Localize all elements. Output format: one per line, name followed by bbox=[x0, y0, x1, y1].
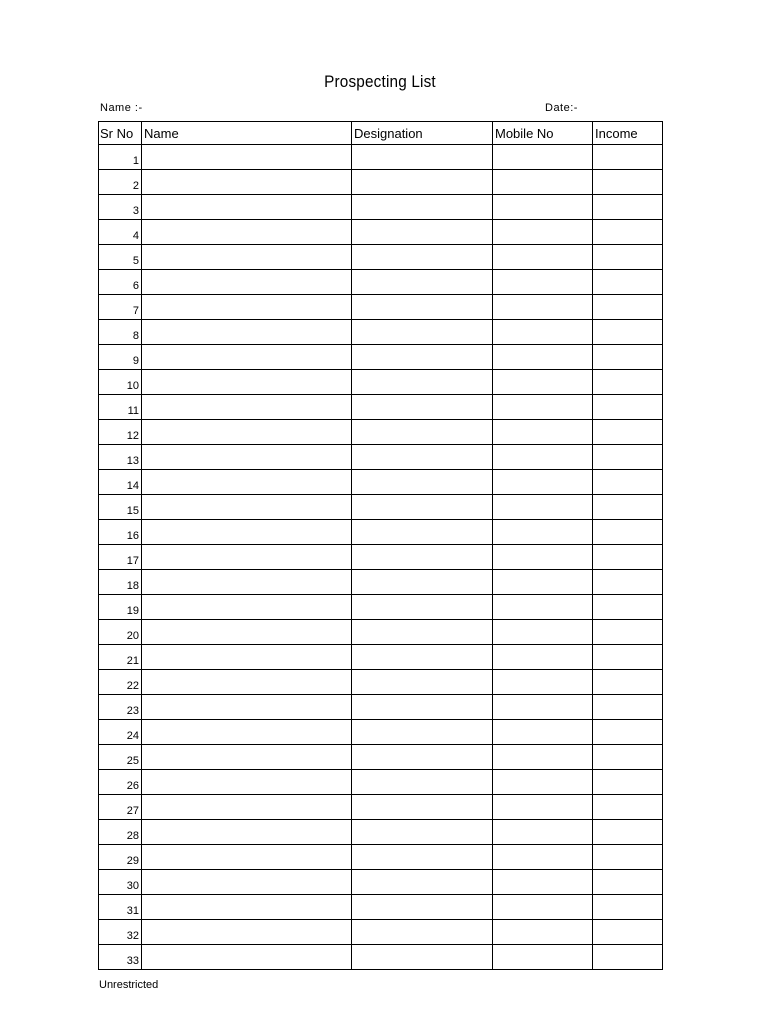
sr-no-cell: 24 bbox=[99, 720, 142, 745]
name-cell bbox=[142, 445, 352, 470]
page-title: Prospecting List bbox=[324, 72, 436, 91]
name-cell bbox=[142, 695, 352, 720]
table-row bbox=[99, 520, 663, 545]
mobile-no-cell bbox=[493, 820, 593, 845]
income-cell bbox=[593, 595, 663, 620]
mobile-no-cell bbox=[493, 370, 593, 395]
table-row bbox=[99, 395, 663, 420]
income-cell bbox=[593, 570, 663, 595]
classification-footer: Unrestricted bbox=[99, 979, 159, 991]
name-cell bbox=[142, 545, 352, 570]
name-cell bbox=[142, 595, 352, 620]
mobile-no-cell bbox=[493, 545, 593, 570]
income-cell bbox=[593, 270, 663, 295]
table-row bbox=[99, 620, 663, 645]
table-row bbox=[99, 320, 663, 345]
sr-no-cell: 20 bbox=[99, 620, 142, 645]
name-cell bbox=[142, 945, 352, 970]
mobile-no-cell bbox=[493, 795, 593, 820]
income-cell bbox=[593, 620, 663, 645]
designation-cell bbox=[352, 320, 493, 345]
designation-cell bbox=[352, 170, 493, 195]
sr-no-cell: 30 bbox=[99, 870, 142, 895]
income-cell bbox=[593, 545, 663, 570]
income-cell bbox=[593, 170, 663, 195]
table-row bbox=[99, 445, 663, 470]
designation-cell bbox=[352, 495, 493, 520]
table-row bbox=[99, 920, 663, 945]
income-cell bbox=[593, 820, 663, 845]
name-cell bbox=[142, 295, 352, 320]
mobile-no-cell bbox=[493, 145, 593, 170]
designation-cell bbox=[352, 295, 493, 320]
name-cell bbox=[142, 495, 352, 520]
sr-no-cell: 8 bbox=[99, 320, 142, 345]
table-row bbox=[99, 845, 663, 870]
income-cell bbox=[593, 745, 663, 770]
name-cell bbox=[142, 170, 352, 195]
name-cell bbox=[142, 720, 352, 745]
table-row bbox=[99, 145, 663, 170]
sr-no-cell: 21 bbox=[99, 645, 142, 670]
name-label: Name :- bbox=[100, 102, 143, 114]
prospecting-table bbox=[98, 121, 663, 970]
name-cell bbox=[142, 570, 352, 595]
table-row bbox=[99, 220, 663, 245]
sr-no-cell: 27 bbox=[99, 795, 142, 820]
income-cell bbox=[593, 920, 663, 945]
date-label: Date:- bbox=[545, 102, 578, 114]
mobile-no-cell bbox=[493, 295, 593, 320]
name-cell bbox=[142, 195, 352, 220]
table-row bbox=[99, 595, 663, 620]
income-cell bbox=[593, 145, 663, 170]
name-cell bbox=[142, 270, 352, 295]
designation-cell bbox=[352, 520, 493, 545]
name-cell bbox=[142, 845, 352, 870]
table-row bbox=[99, 420, 663, 445]
designation-cell bbox=[352, 670, 493, 695]
mobile-no-cell bbox=[493, 745, 593, 770]
sr-no-cell: 26 bbox=[99, 770, 142, 795]
income-cell bbox=[593, 720, 663, 745]
name-cell bbox=[142, 345, 352, 370]
income-cell bbox=[593, 770, 663, 795]
mobile-no-cell bbox=[493, 920, 593, 945]
income-cell bbox=[593, 220, 663, 245]
sr-no-cell: 4 bbox=[99, 220, 142, 245]
income-cell bbox=[593, 795, 663, 820]
mobile-no-cell bbox=[493, 345, 593, 370]
sr-no-cell: 5 bbox=[99, 245, 142, 270]
sr-no-cell: 10 bbox=[99, 370, 142, 395]
designation-cell bbox=[352, 570, 493, 595]
sr-no-cell: 7 bbox=[99, 295, 142, 320]
table-row bbox=[99, 720, 663, 745]
sr-no-cell: 18 bbox=[99, 570, 142, 595]
table-row bbox=[99, 670, 663, 695]
designation-cell bbox=[352, 620, 493, 645]
sr-no-cell: 13 bbox=[99, 445, 142, 470]
table-row bbox=[99, 470, 663, 495]
table-row bbox=[99, 645, 663, 670]
table-row bbox=[99, 245, 663, 270]
designation-cell bbox=[352, 645, 493, 670]
name-cell bbox=[142, 220, 352, 245]
name-cell bbox=[142, 145, 352, 170]
name-cell bbox=[142, 395, 352, 420]
income-cell bbox=[593, 845, 663, 870]
table-row bbox=[99, 795, 663, 820]
mobile-no-cell bbox=[493, 770, 593, 795]
income-cell bbox=[593, 345, 663, 370]
income-cell bbox=[593, 320, 663, 345]
income-cell bbox=[593, 495, 663, 520]
header-income: Income bbox=[593, 122, 663, 145]
table-row bbox=[99, 770, 663, 795]
name-cell bbox=[142, 670, 352, 695]
table-row bbox=[99, 295, 663, 320]
income-cell bbox=[593, 895, 663, 920]
mobile-no-cell bbox=[493, 570, 593, 595]
income-cell bbox=[593, 445, 663, 470]
mobile-no-cell bbox=[493, 670, 593, 695]
designation-cell bbox=[352, 445, 493, 470]
name-cell bbox=[142, 245, 352, 270]
income-cell bbox=[593, 670, 663, 695]
designation-cell bbox=[352, 895, 493, 920]
table-row bbox=[99, 270, 663, 295]
header-mobile-no: Mobile No bbox=[493, 122, 593, 145]
mobile-no-cell bbox=[493, 720, 593, 745]
sr-no-cell: 12 bbox=[99, 420, 142, 445]
designation-cell bbox=[352, 720, 493, 745]
sr-no-cell: 32 bbox=[99, 920, 142, 945]
mobile-no-cell bbox=[493, 870, 593, 895]
designation-cell bbox=[352, 470, 493, 495]
header-name: Name bbox=[142, 122, 352, 145]
mobile-no-cell bbox=[493, 470, 593, 495]
header-sr-no: Sr No bbox=[99, 122, 142, 145]
name-cell bbox=[142, 320, 352, 345]
designation-cell bbox=[352, 770, 493, 795]
mobile-no-cell bbox=[493, 320, 593, 345]
sr-no-cell: 11 bbox=[99, 395, 142, 420]
mobile-no-cell bbox=[493, 395, 593, 420]
mobile-no-cell bbox=[493, 220, 593, 245]
sr-no-cell: 1 bbox=[99, 145, 142, 170]
table-header-row bbox=[99, 122, 663, 145]
sr-no-cell: 28 bbox=[99, 820, 142, 845]
sr-no-cell: 25 bbox=[99, 745, 142, 770]
sr-no-cell: 23 bbox=[99, 695, 142, 720]
designation-cell bbox=[352, 245, 493, 270]
designation-cell bbox=[352, 270, 493, 295]
mobile-no-cell bbox=[493, 420, 593, 445]
table-row bbox=[99, 870, 663, 895]
sr-no-cell: 15 bbox=[99, 495, 142, 520]
designation-cell bbox=[352, 820, 493, 845]
name-cell bbox=[142, 645, 352, 670]
income-cell bbox=[593, 420, 663, 445]
mobile-no-cell bbox=[493, 245, 593, 270]
table-row bbox=[99, 195, 663, 220]
name-cell bbox=[142, 895, 352, 920]
designation-cell bbox=[352, 845, 493, 870]
sr-no-cell: 17 bbox=[99, 545, 142, 570]
sr-no-cell: 3 bbox=[99, 195, 142, 220]
designation-cell bbox=[352, 945, 493, 970]
name-cell bbox=[142, 745, 352, 770]
table-row bbox=[99, 345, 663, 370]
mobile-no-cell bbox=[493, 620, 593, 645]
designation-cell bbox=[352, 745, 493, 770]
mobile-no-cell bbox=[493, 170, 593, 195]
mobile-no-cell bbox=[493, 270, 593, 295]
income-cell bbox=[593, 870, 663, 895]
mobile-no-cell bbox=[493, 595, 593, 620]
mobile-no-cell bbox=[493, 195, 593, 220]
table-row bbox=[99, 695, 663, 720]
sr-no-cell: 2 bbox=[99, 170, 142, 195]
mobile-no-cell bbox=[493, 645, 593, 670]
designation-cell bbox=[352, 870, 493, 895]
header-designation: Designation bbox=[352, 122, 493, 145]
mobile-no-cell bbox=[493, 845, 593, 870]
sr-no-cell: 29 bbox=[99, 845, 142, 870]
name-cell bbox=[142, 870, 352, 895]
sr-no-cell: 14 bbox=[99, 470, 142, 495]
table-row bbox=[99, 495, 663, 520]
table-row bbox=[99, 895, 663, 920]
name-cell bbox=[142, 520, 352, 545]
income-cell bbox=[593, 195, 663, 220]
designation-cell bbox=[352, 420, 493, 445]
mobile-no-cell bbox=[493, 895, 593, 920]
table-row bbox=[99, 570, 663, 595]
income-cell bbox=[593, 370, 663, 395]
designation-cell bbox=[352, 395, 493, 420]
sr-no-cell: 19 bbox=[99, 595, 142, 620]
table-row bbox=[99, 945, 663, 970]
income-cell bbox=[593, 945, 663, 970]
mobile-no-cell bbox=[493, 445, 593, 470]
designation-cell bbox=[352, 545, 493, 570]
table-row bbox=[99, 370, 663, 395]
table-row bbox=[99, 745, 663, 770]
name-cell bbox=[142, 795, 352, 820]
designation-cell bbox=[352, 370, 493, 395]
name-cell bbox=[142, 420, 352, 445]
name-cell bbox=[142, 620, 352, 645]
designation-cell bbox=[352, 795, 493, 820]
table-row bbox=[99, 170, 663, 195]
mobile-no-cell bbox=[493, 495, 593, 520]
income-cell bbox=[593, 395, 663, 420]
mobile-no-cell bbox=[493, 520, 593, 545]
name-cell bbox=[142, 470, 352, 495]
sr-no-cell: 31 bbox=[99, 895, 142, 920]
mobile-no-cell bbox=[493, 945, 593, 970]
designation-cell bbox=[352, 195, 493, 220]
income-cell bbox=[593, 520, 663, 545]
sr-no-cell: 22 bbox=[99, 670, 142, 695]
income-cell bbox=[593, 645, 663, 670]
table-row bbox=[99, 820, 663, 845]
designation-cell bbox=[352, 920, 493, 945]
sr-no-cell: 33 bbox=[99, 945, 142, 970]
sr-no-cell: 16 bbox=[99, 520, 142, 545]
designation-cell bbox=[352, 220, 493, 245]
designation-cell bbox=[352, 695, 493, 720]
name-cell bbox=[142, 370, 352, 395]
sr-no-cell: 9 bbox=[99, 345, 142, 370]
table-row bbox=[99, 545, 663, 570]
income-cell bbox=[593, 295, 663, 320]
designation-cell bbox=[352, 145, 493, 170]
name-cell bbox=[142, 920, 352, 945]
designation-cell bbox=[352, 345, 493, 370]
income-cell bbox=[593, 470, 663, 495]
designation-cell bbox=[352, 595, 493, 620]
sr-no-cell: 6 bbox=[99, 270, 142, 295]
mobile-no-cell bbox=[493, 695, 593, 720]
income-cell bbox=[593, 695, 663, 720]
income-cell bbox=[593, 245, 663, 270]
name-cell bbox=[142, 820, 352, 845]
name-cell bbox=[142, 770, 352, 795]
